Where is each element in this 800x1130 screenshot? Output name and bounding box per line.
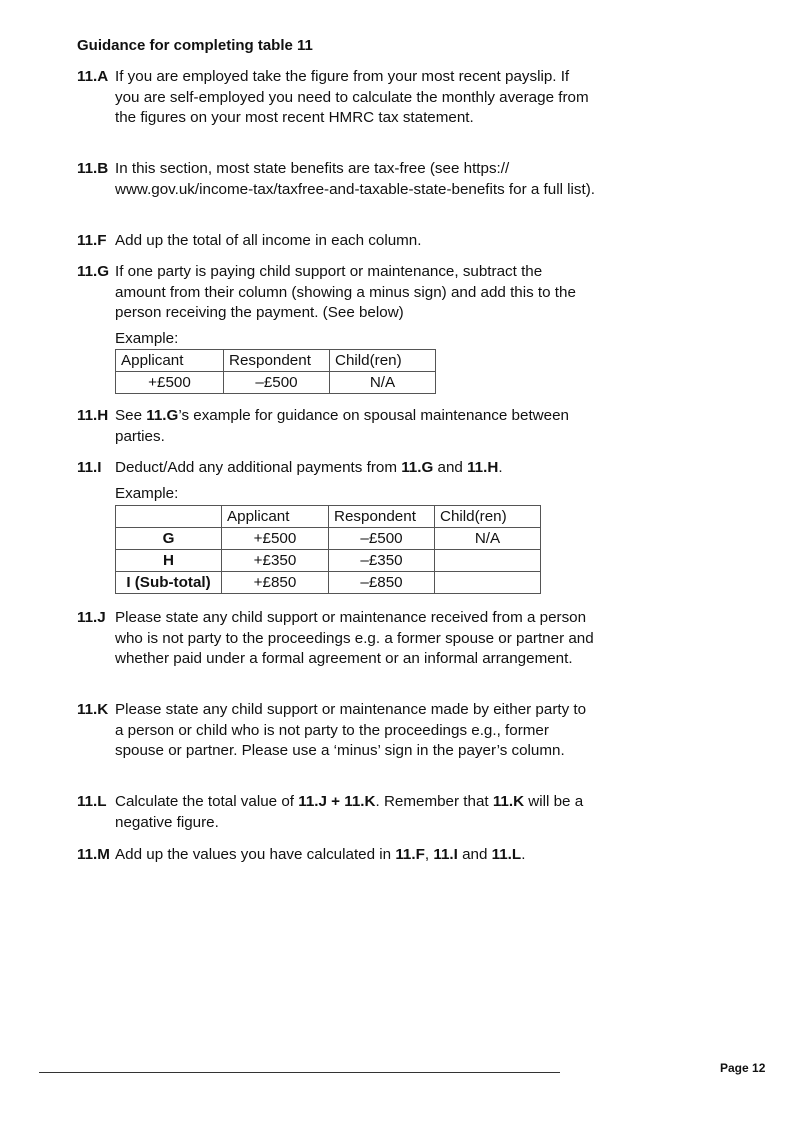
table-cell [435, 550, 541, 572]
item-text: See 11.G’s example for guidance on spousal maintenance between parties. [115, 407, 569, 445]
table-cell: N/A [330, 372, 436, 394]
section-heading: Guidance for completing table 11 [77, 37, 313, 54]
guidance-item-11i [77, 458, 597, 479]
item-text: In this section, most state benefits are tax-free (see https:// www.gov.uk/income-tax/taxfree-and-taxable-state-benefits for a full list). [115, 160, 596, 198]
page-number: Page 12 [720, 1061, 766, 1075]
item-code: 11.K [77, 701, 109, 718]
example-table-subtotal [115, 505, 541, 594]
table-row [116, 572, 541, 594]
table-row [116, 528, 541, 550]
item-text: Calculate the total value of 11.J + 11.K. Remember that 11.K will be a negative figure. [115, 793, 584, 831]
item-code: 11.L [77, 793, 107, 810]
item-code: 11.J [77, 609, 106, 626]
item-code: 11.H [77, 407, 109, 424]
table-header-cell: Applicant [116, 350, 224, 372]
item-text: Add up the total of all income in each column. [115, 232, 422, 249]
table-row [116, 372, 436, 394]
guidance-item-11b [77, 159, 597, 200]
table-header-cell [116, 506, 222, 528]
table-cell: –£850 [329, 572, 435, 594]
row-label: I (Sub-total) [116, 572, 222, 594]
table-header-row [116, 350, 436, 372]
guidance-item-11j [77, 608, 597, 670]
table-cell: +£350 [222, 550, 329, 572]
guidance-item-11k [77, 700, 597, 762]
guidance-item-11a [77, 67, 597, 129]
table-row [116, 550, 541, 572]
guidance-item-11g [77, 262, 597, 324]
item-text: If you are employed take the figure from your most recent payslip. If you are self-employed you need to calculate the monthly average from the figures on your most recent HMRC tax statement. [115, 68, 589, 126]
table-header-row [116, 506, 541, 528]
guidance-item-11f [77, 231, 597, 252]
table-cell: +£500 [222, 528, 329, 550]
table-header-cell: Applicant [222, 506, 329, 528]
table-cell: +£850 [222, 572, 329, 594]
item-text: Please state any child support or maintenance made by either party to a person or child who is not party to the proceedings e.g., former spouse or partner. Please use a ‘minus’ sign in the payer’s column. [115, 701, 587, 759]
item-text: Deduct/Add any additional payments from 11.G and 11.H. [115, 459, 503, 476]
example-label: Example: [115, 485, 179, 502]
item-code: 11.F [77, 232, 107, 249]
item-text: Please state any child support or maintenance received from a person who is not party to the proceedings e.g. a former spouse or partner and whether paid under a formal agreement or an informal arrangement. [115, 609, 594, 667]
table-header-cell: Child(ren) [330, 350, 436, 372]
table-cell: +£500 [116, 372, 224, 394]
table-cell: –£350 [329, 550, 435, 572]
guidance-item-11l [77, 792, 597, 833]
item-code: 11.I [77, 459, 102, 476]
row-label: G [116, 528, 222, 550]
guidance-item-11m [77, 845, 597, 866]
item-text: Add up the values you have calculated in 11.F, 11.I and 11.L. [115, 846, 526, 863]
table-cell: –£500 [329, 528, 435, 550]
item-code: 11.B [77, 160, 109, 177]
table-cell [435, 572, 541, 594]
table-cell: –£500 [224, 372, 330, 394]
item-text: If one party is paying child support or maintenance, subtract the amount from their column (showing a minus sign) and add this to the person receiving the payment. (See below) [115, 263, 576, 321]
item-code: 11.A [77, 68, 109, 85]
example-label: Example: [115, 330, 179, 347]
table-header-cell: Child(ren) [435, 506, 541, 528]
row-label: H [116, 550, 222, 572]
table-cell: N/A [435, 528, 541, 550]
table-header-cell: Respondent [224, 350, 330, 372]
table-header-cell: Respondent [329, 506, 435, 528]
footer-divider [39, 1072, 560, 1073]
item-code: 11.M [77, 846, 110, 863]
guidance-item-11h [77, 406, 597, 447]
item-code: 11.G [77, 263, 110, 280]
example-table-g [115, 349, 436, 394]
